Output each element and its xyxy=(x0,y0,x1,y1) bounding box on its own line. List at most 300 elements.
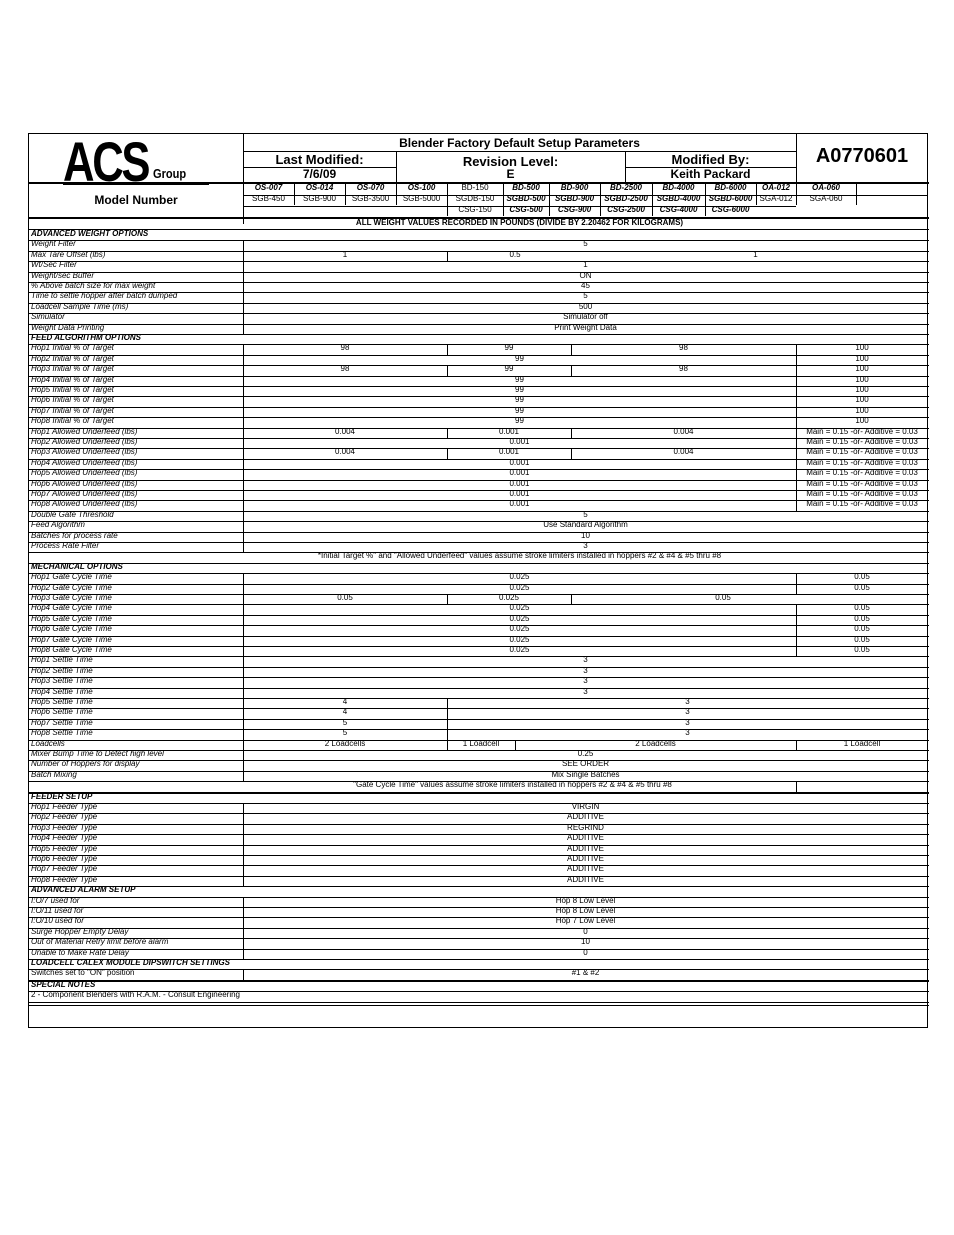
param-label: Hop5 Allowed Underfeed (lbs) xyxy=(31,469,138,478)
revision-level-value: E xyxy=(506,168,515,181)
grid-line xyxy=(243,917,244,927)
param-label: Hop6 Gate Cycle Time xyxy=(31,625,112,634)
grid-line xyxy=(243,834,244,844)
model-code: OS-100 xyxy=(407,184,436,192)
param-value: 5 xyxy=(583,510,588,519)
grid-line xyxy=(571,365,572,375)
param-value: 500 xyxy=(578,302,593,311)
model-code: SGB-3500 xyxy=(351,195,390,203)
param-label: Hop7 Gate Cycle Time xyxy=(31,635,112,644)
param-label: Hop8 Gate Cycle Time xyxy=(31,646,112,654)
param-label: Hop3 Gate Cycle Time xyxy=(31,594,112,602)
grid-line xyxy=(447,719,448,729)
param-label: Unable to Make Rate Delay xyxy=(31,948,129,957)
param-value: 0.001 xyxy=(509,479,530,488)
param-label: Hop6 Settle Time xyxy=(31,708,93,717)
grid-line xyxy=(796,344,797,354)
grid-line xyxy=(243,677,244,687)
param-label: Hop8 Settle Time xyxy=(31,729,93,738)
param-value: ADDITIVE xyxy=(567,834,604,843)
model-code: BD-4000 xyxy=(662,184,695,192)
param-label: Wt/Sec Filter xyxy=(31,261,77,270)
grid-line xyxy=(29,1005,929,1006)
param-value: 0.05 xyxy=(854,635,870,644)
model-code: SGA-012 xyxy=(759,195,793,203)
model-code: SGB-5000 xyxy=(402,195,441,203)
param-label: Time to settle hopper after batch dumped xyxy=(31,292,178,301)
model-code: CSG-2500 xyxy=(607,206,645,214)
param-label: Simulator xyxy=(31,313,65,322)
param-value: #1 & #2 xyxy=(571,969,600,978)
param-label: Double Gate Threshold xyxy=(31,510,114,519)
feed-algorithm-note: *Initial Target %" and "Allowed Underfeed" values assume stroke limiters installed in hoppers #2 & #4 & #5 thru #8 xyxy=(317,552,722,561)
param-value: ADDITIVE xyxy=(567,865,604,874)
grid-line xyxy=(796,740,797,750)
section-feed-algorithm: FEED ALGORITHM OPTIONS xyxy=(31,334,141,342)
param-label: % Above batch size for max weight xyxy=(31,282,156,290)
grid-line xyxy=(243,928,244,938)
param-value: 99 xyxy=(515,417,524,426)
grid-line xyxy=(796,396,797,406)
param-label: Loadcell Sample Time (ms) xyxy=(31,302,129,311)
grid-line xyxy=(796,376,797,386)
grid-line xyxy=(243,760,244,770)
section-loadcell-dipswitch: LOADCELL CALEX MODULE DIPSWITCH SETTINGS xyxy=(31,959,230,967)
param-label: Hop1 Initial % of Target xyxy=(31,344,114,353)
grid-line xyxy=(447,729,448,739)
modified-by-value: Keith Packard xyxy=(670,168,751,181)
param-label: Hop1 Feeder Type xyxy=(31,803,98,811)
grid-line xyxy=(243,865,244,875)
param-value: 5 xyxy=(583,240,588,249)
param-value: ADDITIVE xyxy=(567,855,604,863)
part-number: A0770601 xyxy=(815,146,909,167)
param-value: 0.025 xyxy=(509,583,530,592)
param-value: 0.025 xyxy=(509,604,530,613)
param-label: Hop7 Initial % of Target xyxy=(31,406,114,415)
grid-line xyxy=(243,532,244,542)
param-value: 98 xyxy=(340,365,350,374)
param-value: 98 xyxy=(679,365,688,374)
param-value: 45 xyxy=(581,282,590,290)
param-value: 99 xyxy=(515,386,524,394)
grid-line xyxy=(447,428,448,438)
model-code: SGA-060 xyxy=(809,195,843,203)
model-code: BD-150 xyxy=(461,184,489,192)
grid-line xyxy=(796,584,797,594)
param-value: Hop 7 Low Level xyxy=(555,917,616,926)
grid-line xyxy=(796,386,797,396)
param-label: Max Tare Offset (lbs) xyxy=(31,250,106,259)
param-value: 100 xyxy=(855,365,869,374)
param-value: 0.001 xyxy=(509,490,530,498)
param-value: 99 xyxy=(504,344,514,353)
grid-line xyxy=(243,292,244,302)
param-value: 1 xyxy=(583,261,588,270)
param-label: Hop2 Allowed Underfeed (lbs) xyxy=(31,438,138,446)
grid-line xyxy=(243,151,796,152)
grid-line xyxy=(243,656,244,666)
revision-level-label: Revision Level: xyxy=(462,155,559,169)
special-note: 2 - Component Blenders with R.A.M. - Consult Engineering xyxy=(31,991,240,1000)
param-value: 0.001 xyxy=(509,458,530,467)
grid-line xyxy=(396,151,397,182)
grid-line xyxy=(796,438,797,448)
param-label: Hop7 Settle Time xyxy=(31,718,93,727)
grid-line xyxy=(243,272,244,282)
param-value: 0.05 xyxy=(854,604,870,613)
model-code: OS-014 xyxy=(305,184,334,192)
param-value: 0.05 xyxy=(854,573,870,582)
param-value: 0.5 xyxy=(509,250,521,259)
param-value: 0.025 xyxy=(498,594,520,602)
model-code: BD-900 xyxy=(560,184,589,192)
param-value: 3 xyxy=(583,687,588,696)
param-label: Hop2 Gate Cycle Time xyxy=(31,583,112,592)
model-number-label: Model Number xyxy=(94,194,178,207)
param-value: 5 xyxy=(342,729,348,738)
grid-line xyxy=(243,813,244,823)
param-value: 99 xyxy=(515,375,524,384)
param-label: Hop5 Settle Time xyxy=(31,698,93,706)
param-value: 2 Loadcells xyxy=(635,739,676,748)
model-code: OS-007 xyxy=(254,184,283,192)
model-code: OA-060 xyxy=(811,184,840,192)
param-value: 99 xyxy=(515,396,524,405)
param-label: Hop3 Feeder Type xyxy=(31,823,98,832)
grid-line xyxy=(243,907,244,917)
model-code: CSG-500 xyxy=(509,206,543,214)
param-label: Hop6 Initial % of Target xyxy=(31,396,114,405)
param-label: Hop8 Initial % of Target xyxy=(31,417,114,426)
grid-line xyxy=(243,282,244,292)
param-value: 100 xyxy=(855,417,869,426)
model-code: SGB-900 xyxy=(303,195,336,203)
grid-line xyxy=(243,750,244,760)
param-label: Hop3 Allowed Underfeed (lbs) xyxy=(31,448,138,457)
param-value: 100 xyxy=(855,375,869,384)
model-code: SGDB-150 xyxy=(455,195,495,203)
grid-line xyxy=(243,167,396,168)
param-value: 2 Loadcells xyxy=(324,739,366,748)
param-label: I:O/7 used for xyxy=(31,896,80,905)
grid-line xyxy=(796,500,797,510)
param-label: Hop4 Gate Cycle Time xyxy=(31,604,112,613)
model-code: BD-2500 xyxy=(609,184,642,192)
param-value: 98 xyxy=(679,344,688,353)
grid-line xyxy=(796,448,797,458)
param-value: 1 Loadcell xyxy=(843,739,881,748)
param-value: Main = 0.15 -or- Additive = 0.03 xyxy=(806,490,918,498)
param-value: ON xyxy=(579,271,592,280)
grid-line xyxy=(243,824,244,834)
param-label: Hop6 Feeder Type xyxy=(31,855,98,863)
param-value: 0 xyxy=(583,948,588,957)
param-value: 0.025 xyxy=(509,646,530,654)
section-advanced-weight: ADVANCED WEIGHT OPTIONS xyxy=(31,230,149,238)
param-value: 0 xyxy=(583,927,588,936)
grid-line xyxy=(571,594,572,604)
grid-line xyxy=(243,511,244,521)
model-code: SGB-450 xyxy=(252,195,285,203)
grid-line xyxy=(243,771,244,781)
model-code: BD-6000 xyxy=(714,184,747,192)
grid-line xyxy=(243,134,244,224)
param-label: Hop5 Gate Cycle Time xyxy=(31,614,112,623)
param-label: Hop2 Initial % of Target xyxy=(31,354,114,363)
grid-line xyxy=(796,604,797,614)
param-value: 0.025 xyxy=(509,625,530,634)
grid-line xyxy=(447,708,448,718)
param-value: Mix Single Batches xyxy=(551,770,620,779)
sheet-title: Blender Factory Default Setup Parameters xyxy=(399,137,640,150)
grid-line xyxy=(243,969,244,979)
param-value: 0.25 xyxy=(577,750,594,758)
grid-line xyxy=(447,698,448,708)
param-value: 0.05 xyxy=(337,594,353,602)
param-label: Number of Hoppers for display xyxy=(31,760,140,769)
grid-line xyxy=(796,615,797,625)
param-value: 0.004 xyxy=(673,448,694,457)
param-value: Main = 0.15 -or- Additive = 0.03 xyxy=(806,500,918,509)
param-value: 10 xyxy=(581,938,590,947)
grid-line xyxy=(447,344,448,354)
grid-line xyxy=(447,448,448,458)
param-label: Hop8 Allowed Underfeed (lbs) xyxy=(31,500,138,509)
grid-line xyxy=(243,845,244,855)
param-value: 3 xyxy=(685,718,690,727)
param-label: Weight Data Printing xyxy=(31,323,105,332)
param-label: Hop7 Allowed Underfeed (lbs) xyxy=(31,490,138,498)
grid-line xyxy=(796,365,797,375)
model-code: SGBD-6000 xyxy=(708,195,753,203)
acs-logo-group-text: Group xyxy=(153,166,187,181)
model-code: CSG-900 xyxy=(557,206,592,214)
param-value: 3 xyxy=(685,708,690,717)
grid-line xyxy=(796,480,797,490)
grid-line xyxy=(796,625,797,635)
param-value: ADDITIVE xyxy=(567,844,604,853)
model-code: BD-500 xyxy=(512,184,540,192)
grid-line xyxy=(243,303,244,313)
grid-line xyxy=(796,459,797,469)
param-value: Simulator off xyxy=(563,313,608,322)
model-code: CSG-150 xyxy=(458,206,492,214)
last-modified-value: 7/6/09 xyxy=(302,168,337,181)
param-label: Batches for process rate xyxy=(31,531,118,540)
grid-line xyxy=(243,542,244,552)
param-value: 99 xyxy=(515,406,524,415)
grid-line xyxy=(243,855,244,865)
param-label: Batch Mixing xyxy=(31,770,77,779)
grid-line xyxy=(243,876,244,886)
units-note: ALL WEIGHT VALUES RECORDED IN POUNDS (DIVIDE BY 2.20462 FOR KILOGRAMS) xyxy=(355,219,684,227)
grid-line xyxy=(796,469,797,479)
grid-line xyxy=(796,636,797,646)
grid-line xyxy=(796,417,797,427)
param-value: 5 xyxy=(583,292,588,301)
param-value: 100 xyxy=(855,344,869,353)
grid-line xyxy=(243,313,244,323)
param-label: Hop6 Allowed Underfeed (lbs) xyxy=(31,479,138,488)
param-label: Hop1 Gate Cycle Time xyxy=(31,573,112,582)
grid-line xyxy=(447,251,448,261)
param-label: Feed Algorithm xyxy=(31,521,85,530)
param-value: 10 xyxy=(581,531,590,540)
grid-line xyxy=(571,344,572,354)
section-mechanical: MECHANICAL OPTIONS xyxy=(31,562,123,571)
grid-line xyxy=(571,428,572,438)
param-label: Mixer Bump Time to Detect high level xyxy=(31,750,164,758)
grid-line xyxy=(447,740,448,750)
grid-line xyxy=(243,803,244,813)
param-value: 0.004 xyxy=(334,427,356,436)
param-value: Main = 0.15 -or- Additive = 0.03 xyxy=(806,427,918,436)
param-value: 0.025 xyxy=(509,573,530,582)
param-label: Hop1 Settle Time xyxy=(31,656,93,665)
param-label: Loadcells xyxy=(31,739,65,748)
param-value: 99 xyxy=(504,365,514,374)
param-label: Hop4 Settle Time xyxy=(31,687,93,696)
param-value: Main = 0.15 -or- Additive = 0.03 xyxy=(806,438,918,446)
param-value: REGRIND xyxy=(567,823,604,832)
param-value: 3 xyxy=(583,656,588,665)
param-value: Hop 8 Low Level xyxy=(555,907,616,915)
param-value: 0.004 xyxy=(673,427,694,436)
grid-line xyxy=(243,897,244,907)
param-value: Use Standard Algorithm xyxy=(543,521,628,530)
param-value: 3 xyxy=(685,698,690,706)
param-value: 0.05 xyxy=(854,583,870,592)
param-value: 0.025 xyxy=(509,614,530,623)
param-value: Print Weight Data xyxy=(554,323,617,332)
model-code: SGBD-4000 xyxy=(656,195,701,203)
grid-line xyxy=(625,151,626,182)
param-label: Hop7 Feeder Type xyxy=(31,865,98,874)
last-modified-label: Last Modified: xyxy=(275,153,364,167)
param-value: 0.025 xyxy=(509,635,530,644)
param-value: Main = 0.15 -or- Additive = 0.03 xyxy=(806,469,918,478)
param-value: 0.05 xyxy=(854,614,870,623)
param-value: 100 xyxy=(855,396,869,405)
param-value: 0.05 xyxy=(854,625,870,634)
section-special-notes: SPECIAL NOTES xyxy=(31,980,96,989)
param-value: 5 xyxy=(342,718,348,727)
param-label: Hop4 Feeder Type xyxy=(31,834,98,843)
param-label: I:O/10 used for xyxy=(31,917,84,926)
param-value: 3 xyxy=(583,542,588,550)
param-value: 0.001 xyxy=(498,427,520,436)
param-label: Hop3 Initial % of Target xyxy=(31,365,114,374)
grid-line xyxy=(625,167,796,168)
grid-line xyxy=(243,324,244,334)
param-value: 0.001 xyxy=(509,469,530,478)
grid-line xyxy=(856,183,857,205)
param-value: 99 xyxy=(515,354,524,363)
param-value: 1 xyxy=(753,250,758,259)
grid-line xyxy=(796,407,797,417)
param-value: 3 xyxy=(583,677,588,686)
model-code: SGBD-2500 xyxy=(604,195,648,203)
param-value: 0.001 xyxy=(509,500,530,509)
param-value: Main = 0.15 -or- Additive = 0.03 xyxy=(806,458,918,467)
param-value: 4 xyxy=(342,708,348,717)
param-value: Main = 0.15 -or- Additive = 0.03 xyxy=(806,448,918,457)
grid-line xyxy=(796,781,797,791)
grid-line xyxy=(447,594,448,604)
param-value: 3 xyxy=(583,666,588,675)
grid-line xyxy=(243,261,244,271)
grid-line xyxy=(243,667,244,677)
param-value: 0.001 xyxy=(509,438,530,446)
param-value: 3 xyxy=(685,729,690,738)
param-label: Hop1 Allowed Underfeed (lbs) xyxy=(31,427,138,436)
param-value: SEE ORDER xyxy=(561,760,610,769)
param-value: 0.05 xyxy=(854,646,870,654)
param-value: 1 xyxy=(342,250,348,259)
grid-line xyxy=(447,365,448,375)
param-value: 0.05 xyxy=(715,594,731,602)
param-value: 0.001 xyxy=(498,448,520,457)
grid-line xyxy=(796,646,797,656)
param-label: I:O/11 used for xyxy=(31,907,84,915)
model-code: SGBD-500 xyxy=(506,195,546,203)
grid-line xyxy=(515,740,516,750)
param-label: Weight Filter xyxy=(31,240,76,249)
param-label: Hop4 Initial % of Target xyxy=(31,375,114,384)
param-label: Surge Hopper Empty Delay xyxy=(31,927,129,936)
param-value: ADDITIVE xyxy=(567,875,604,884)
model-code: OS-070 xyxy=(356,184,385,192)
model-code: OA-012 xyxy=(761,184,790,192)
param-label: Hop2 Feeder Type xyxy=(31,813,98,822)
param-label: Hop8 Feeder Type xyxy=(31,875,98,884)
section-alarm-setup: ADVANCED ALARM SETUP xyxy=(31,886,136,895)
param-value: 4 xyxy=(342,698,348,706)
param-label: Hop4 Allowed Underfeed (lbs) xyxy=(31,458,138,467)
param-value: Main = 0.15 -or- Additive = 0.03 xyxy=(806,479,918,488)
grid-line xyxy=(796,490,797,500)
param-label: Out of Material Retry limit before alarm xyxy=(31,938,169,947)
param-value: 100 xyxy=(855,406,869,415)
grid-line xyxy=(243,949,244,959)
grid-line xyxy=(571,448,572,458)
grid-line xyxy=(796,573,797,583)
param-value: 1 Loadcell xyxy=(462,739,500,748)
acs-logo-text: ACS xyxy=(63,130,149,193)
grid-line xyxy=(796,355,797,365)
param-value: Hop 8 Low Level xyxy=(555,896,616,905)
param-label: Weight/sec Buffer xyxy=(31,271,94,280)
grid-line xyxy=(243,521,244,531)
param-label: Hop5 Feeder Type xyxy=(31,844,98,853)
param-value: ADDITIVE xyxy=(567,813,604,822)
param-label: Hop2 Settle Time xyxy=(31,666,93,675)
model-code: CSG-4000 xyxy=(659,206,698,214)
param-value: 100 xyxy=(855,386,869,394)
model-code: CSG-6000 xyxy=(711,206,750,214)
param-label: Process Rate Filter xyxy=(31,542,100,550)
grid-line xyxy=(243,938,244,948)
param-value: VIRGIN xyxy=(571,803,600,811)
grid-line xyxy=(796,428,797,438)
grid-line xyxy=(243,688,244,698)
setup-parameters-sheet xyxy=(28,130,928,1028)
param-label: Hop5 Initial % of Target xyxy=(31,386,114,394)
grid-line xyxy=(29,1002,929,1003)
param-value: 98 xyxy=(340,344,350,353)
model-code: SGBD-900 xyxy=(554,195,595,203)
